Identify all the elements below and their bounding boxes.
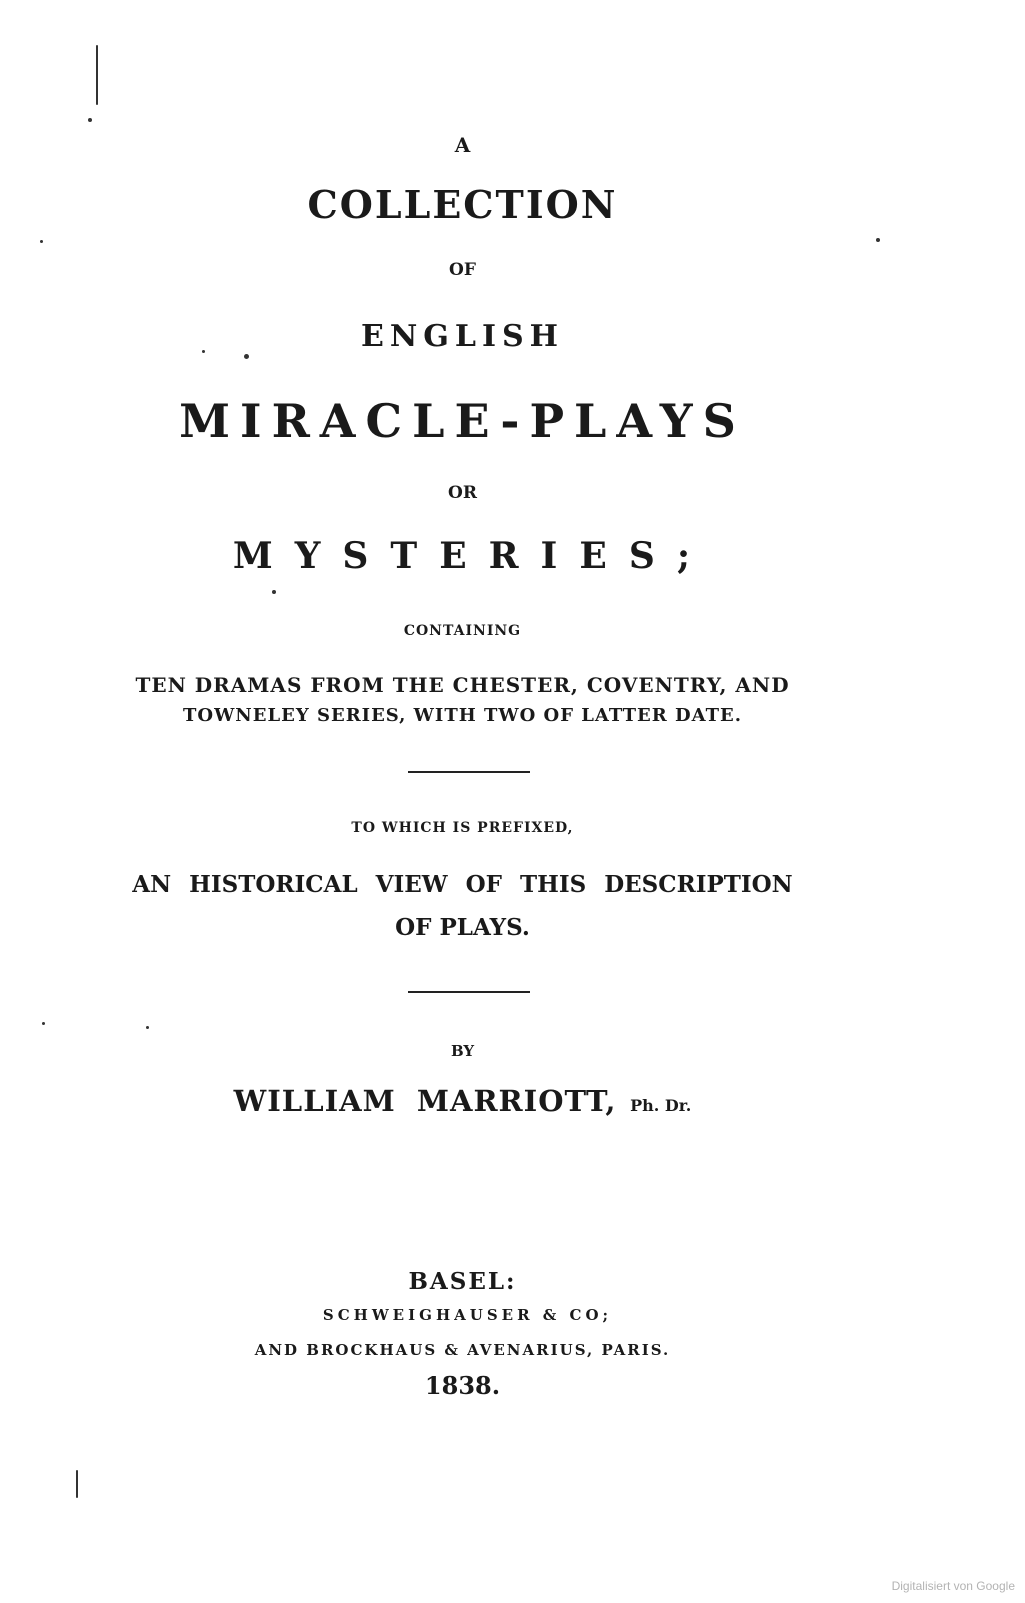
- description-line-2: TOWNELEY SERIES, WITH TWO OF LATTER DATE.: [183, 705, 742, 726]
- historical-line-2: OF PLAYS.: [395, 914, 530, 941]
- title-article: A: [454, 133, 471, 157]
- divider-rule-2: [408, 991, 530, 993]
- title-english: ENGLISH: [360, 319, 565, 354]
- by-line: BY: [450, 1042, 475, 1060]
- scan-speck: [40, 240, 43, 243]
- scan-speck: [876, 238, 880, 242]
- digitization-note: Digitalisiert von Google: [891, 1579, 1015, 1593]
- title-or: OR: [448, 483, 477, 503]
- scan-speck: [146, 1026, 149, 1029]
- scan-speck: [88, 118, 92, 122]
- scan-speck: [76, 1470, 78, 1498]
- divider-rule-1: [408, 771, 530, 773]
- description-line-1: TEN DRAMAS FROM THE CHESTER, COVENTRY, AND: [135, 673, 790, 697]
- title-collection: COLLECTION: [307, 182, 618, 227]
- prefixed-line: TO WHICH IS PREFIXED,: [351, 820, 574, 836]
- scan-speck: [202, 350, 205, 353]
- scan-speck: [272, 590, 276, 594]
- imprint-publisher-2: AND BROCKHAUS & AVENARIUS, PARIS.: [254, 1341, 671, 1359]
- title-mysteries: MYSTERIES;: [232, 535, 713, 577]
- scan-speck: [42, 1022, 45, 1025]
- scan-speck: [244, 354, 249, 359]
- author-line: [0, 1084, 975, 1118]
- author-degree: Ph. Dr.: [630, 1096, 692, 1115]
- scan-speck: [96, 45, 98, 105]
- imprint-year: 1838.: [424, 1371, 501, 1400]
- author-name: WILLIAM MARRIOTT,: [233, 1084, 617, 1118]
- historical-line-1: AN HISTORICAL VIEW OF THIS DESCRIPTION: [132, 871, 793, 898]
- imprint-publisher-1: SCHWEIGHAUSER & CO;: [322, 1306, 613, 1324]
- title-miracle-plays: MIRACLE-PLAYS: [179, 394, 746, 448]
- imprint-city: BASEL:: [408, 1268, 517, 1295]
- title-containing: CONTAINING: [403, 623, 522, 639]
- title-of: OF: [449, 260, 476, 280]
